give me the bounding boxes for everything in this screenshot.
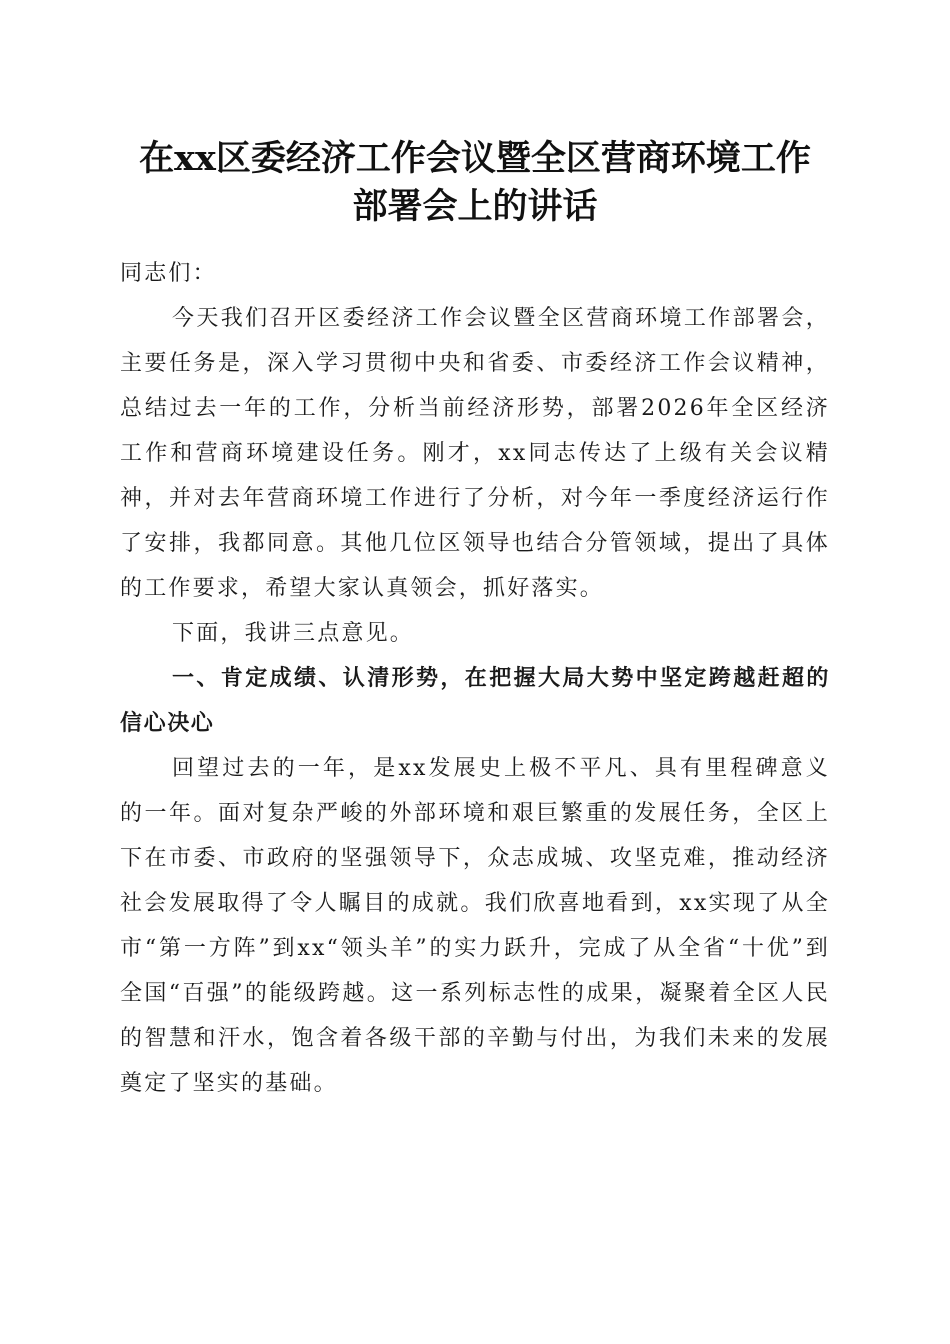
paragraph-review: 回望过去的一年，是xx发展史上极不平凡、具有里程碑意义的一年。面对复杂严峻的外部环境和艰巨繁重的发展任务，全区上下在市委、市政府的坚强领导下，众志成城、攻坚克难，推动经济社会发展取得了令人瞩目的成就。我们欣喜地看到，xx实现了从全市“第一方阵”到xx“领头羊”的实力跃升，完成了从全省“十优”到全国“百强”的能级跨越。这一系列标志性的成果，凝聚着全区人民的智慧和汗水，饱含着各级干部的辛勤与付出，为我们未来的发展奠定了坚实的基础。 bbox=[120, 756, 830, 1096]
salutation: 同志们： bbox=[120, 261, 217, 286]
document-title bbox=[100, 135, 850, 231]
document-body bbox=[120, 251, 830, 1106]
paragraph-intro: 今天我们召开区委经济工作会议暨全区营商环境工作部署会，主要任务是，深入学习贯彻中央和省委、市委经济工作会议精神，总结过去一年的工作，分析当前经济形势，部署2026年全区经济工作和营商环境建设任务。刚才，xx同志传达了上级有关会议精神，并对去年营商环境工作进行了分析，对今年一季度经济运行作了安排，我都同意。其他几位区领导也结合分管领域，提出了具体的工作要求，希望大家认真领会，抓好落实。 bbox=[120, 306, 830, 601]
paragraph-outline: 下面，我讲三点意见。 bbox=[172, 621, 415, 646]
title-line-2: 部署会上的讲话 bbox=[352, 186, 598, 227]
title-line-1: 在xx区委经济工作会议暨全区营商环境工作 bbox=[139, 138, 811, 179]
section-heading-1: 一、肯定成绩、认清形势，在把握大局大势中坚定跨越赶超的信心决心 bbox=[120, 666, 830, 736]
